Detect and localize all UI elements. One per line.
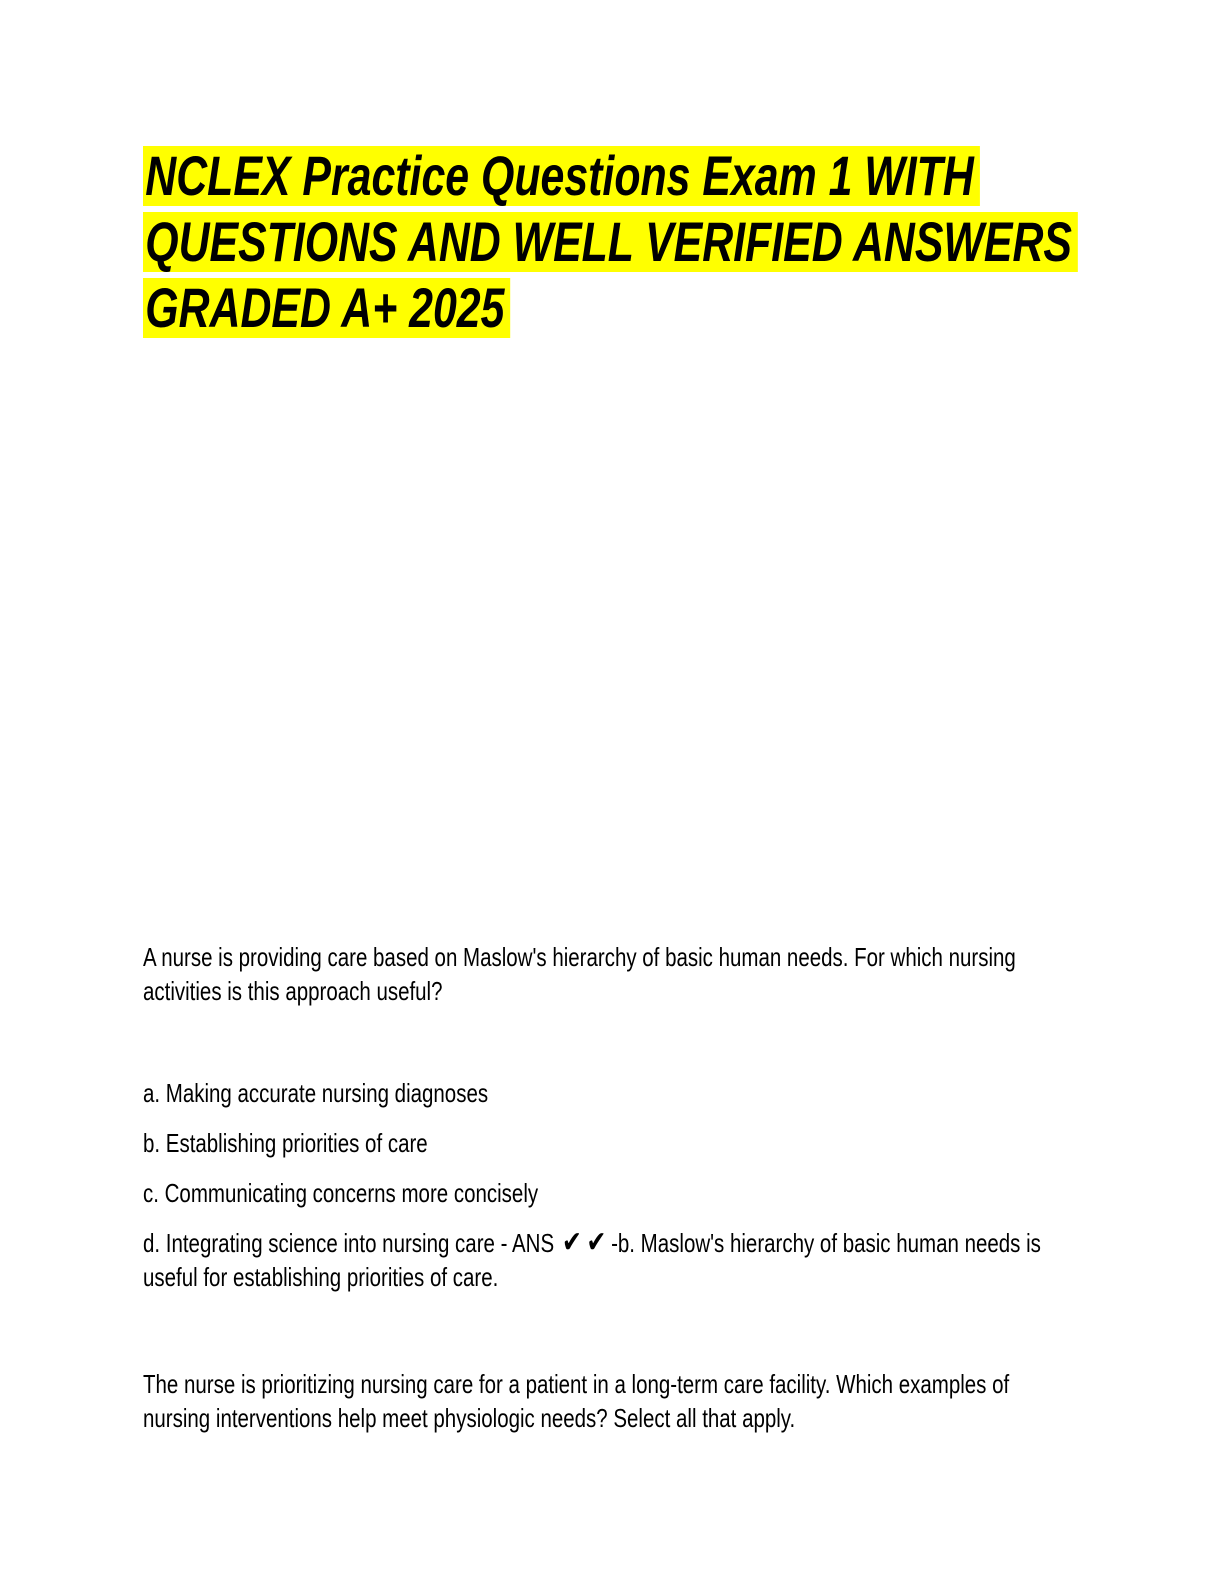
document-body [143,940,1071,1435]
question-text: A nurse is providing care based on Maslow's hierarchy of basic human needs. For which nursing activities is this approach useful? [143,942,1016,1006]
document-title [143,143,1224,341]
answer-option-d-verified-answer: -b. Maslow's hierarchy of basic human needs is useful for establishing priorities of care. [143,1228,1041,1292]
answer-option-a: a. Making accurate nursing diagnoses [143,1078,489,1108]
highlighted-title-text: GRADED A+ 2025 [143,278,511,338]
checkmark-icon: ✔ [562,1225,582,1260]
document-title-line [143,143,1224,209]
answer-option-d [143,1226,1071,1294]
answer-option-d-text: d. Integrating science into nursing care - ANS [143,1228,555,1258]
checkmark-icon: ✔ [586,1225,607,1260]
document-title-line [143,209,1224,275]
question-text: The nurse is prioritizing nursing care for a patient in a long-term care facility. Which examples of nursing interventions help meet physiologic needs? Select all that apply. [143,1369,1010,1433]
highlighted-title-text: NCLEX Practice Questions Exam 1 WITH [143,146,980,206]
document-title-line [143,275,1224,341]
answer-option-c: c. Communicating concerns more concisely [143,1178,539,1208]
answer-option-b: b. Establishing priorities of care [143,1128,428,1158]
highlighted-title-text: QUESTIONS AND WELL VERIFIED ANSWERS [143,212,1078,272]
